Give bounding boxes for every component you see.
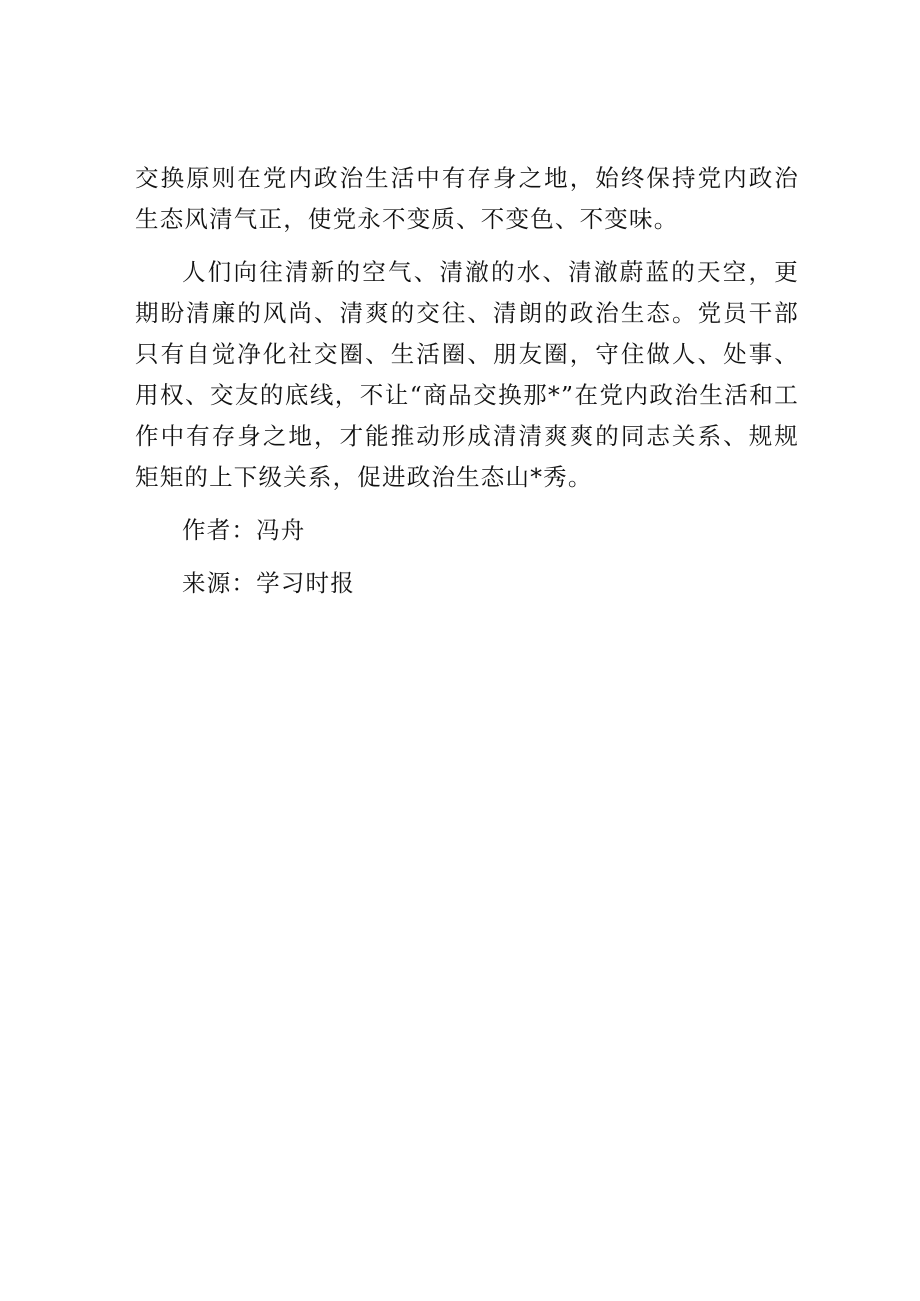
- paragraph-main: 人们向往清新的空气、清澈的水、清澈蔚蓝的天空，更期盼清廉的风尚、清爽的交往、清朗的政治生态。党员干部只有自觉净化社交圈、生活圈、朋友圈，守住做人、处事、用权、交友的底线，不让“商品交换那*”在党内政治生活和工作中有存身之地，才能推动形成清清爽爽的同志关系、规规矩矩的上下级关系，促进政治生态山*秀。: [135, 258, 799, 491]
- source-line: 来源：学习时报: [182, 569, 355, 597]
- author-line: 作者：冯舟: [182, 516, 306, 544]
- document-body: [135, 158, 799, 616]
- paragraph-continued: 交换原则在党内政治生活中有存身之地，始终保持党内政治生态风清气正，使党永不变质、不变色、不变味。: [135, 164, 799, 233]
